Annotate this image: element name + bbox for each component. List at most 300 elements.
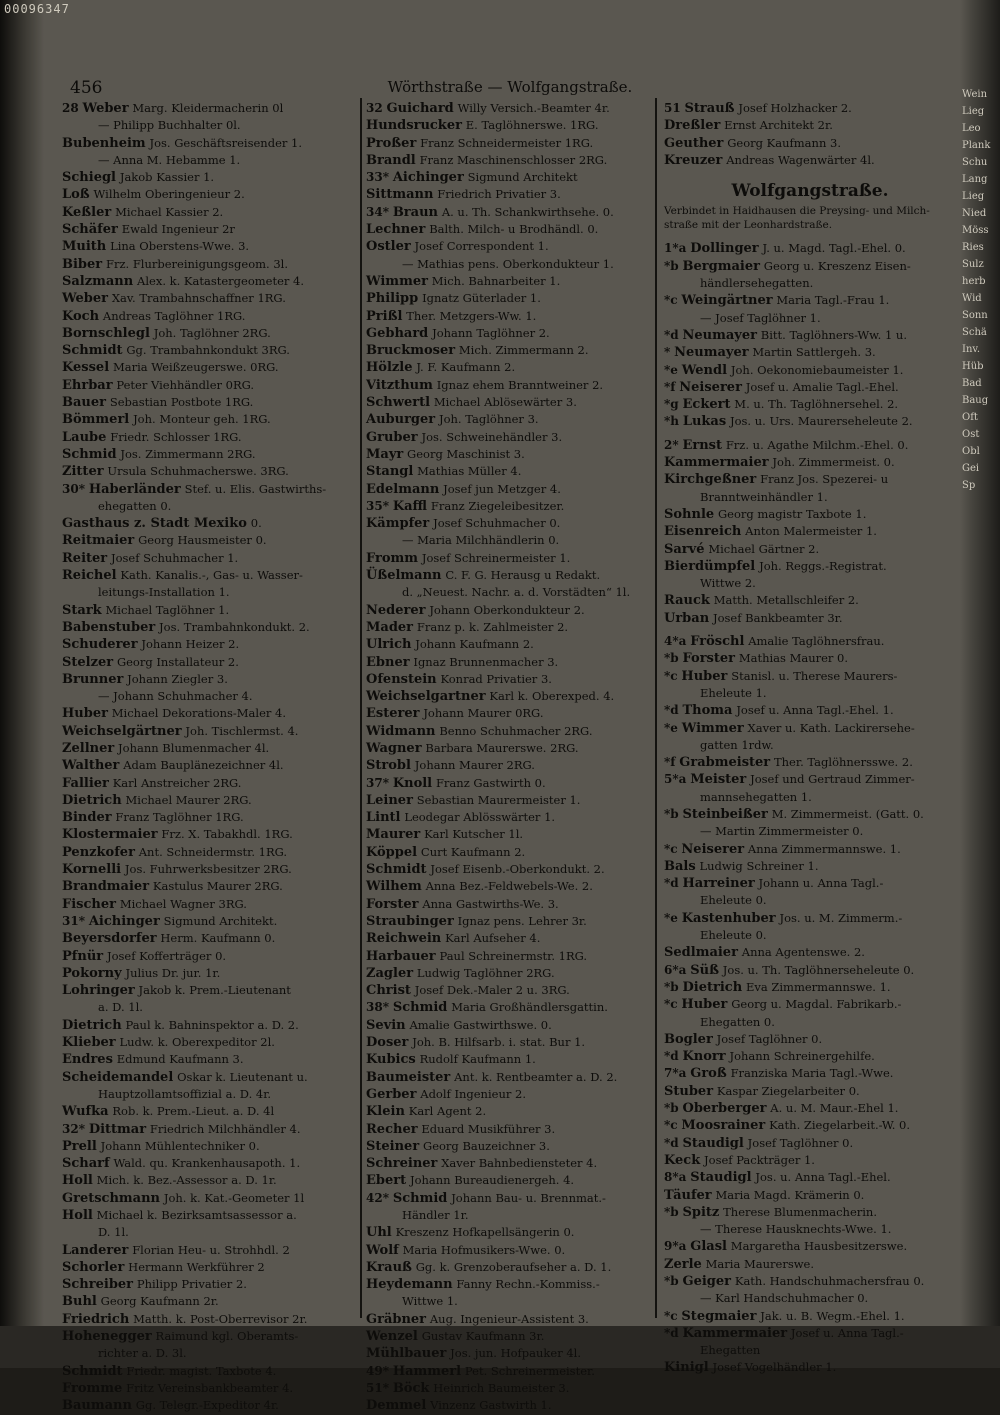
resident-name: Fischer — [62, 896, 116, 912]
resident-details: Händler 1r. — [402, 1208, 469, 1222]
directory-entry — [664, 506, 956, 523]
resident-details: Edmund Kaufmann 3. — [116, 1052, 244, 1067]
directory-entry — [62, 809, 362, 826]
directory-entry — [366, 169, 654, 186]
resident-name: Knorr — [682, 1049, 726, 1065]
directory-entry — [62, 446, 362, 463]
resident-details: Franziska Maria Tagl.-Wwe. — [730, 1066, 894, 1081]
margin-fragment: Hüb — [962, 361, 984, 372]
resident-details: Johann Bureaudienergeh. 4. — [409, 1173, 575, 1188]
resident-details: Joh. k. Kat.-Geometer 1l — [163, 1190, 305, 1205]
house-number: 42* — [366, 1190, 389, 1205]
resident-details: Ludwig Taglöhner 2RG. — [416, 965, 555, 980]
resident-name: Keck — [664, 1152, 701, 1168]
scan-id-stamp: 00096347 — [4, 2, 70, 16]
margin-fragment: Nied — [962, 208, 987, 219]
house-number: *d — [664, 327, 679, 342]
resident-details: Gustav Kaufmann 3r. — [421, 1329, 545, 1344]
directory-entry — [62, 1363, 362, 1380]
resident-details: Wittwe 2. — [700, 576, 756, 591]
directory-entry — [664, 944, 956, 961]
directory-entry — [62, 532, 362, 549]
resident-details: Kaspar Ziegelarbeiter 0. — [716, 1083, 860, 1098]
resident-details: Adam Bauplänezeichner 4l. — [123, 758, 284, 773]
house-number: *f — [664, 379, 676, 394]
resident-name: Muith — [62, 239, 107, 255]
resident-name: Staudigl — [690, 1170, 752, 1186]
directory-entry — [664, 1342, 956, 1359]
resident-name: Hammerl — [392, 1363, 462, 1379]
resident-name: Wendl — [681, 362, 728, 378]
directory-entry — [366, 446, 654, 463]
resident-details: Joh. Monteur geh. 1RG. — [133, 412, 271, 427]
directory-entry — [366, 498, 654, 515]
directory-entry — [366, 792, 654, 809]
resident-details: Matth. k. Post-Oberrevisor 2r. — [133, 1311, 308, 1326]
resident-name: Zagler — [366, 965, 414, 981]
directory-entry — [664, 1048, 956, 1065]
resident-details: Josef u. Anna Tagl.- — [790, 1325, 904, 1340]
directory-entry — [664, 362, 956, 379]
directory-entry — [366, 861, 654, 878]
resident-details: Mich. Zimmermann 2. — [458, 343, 589, 358]
house-number: *c — [664, 1308, 678, 1323]
resident-details: Ant. k. Rentbeamter a. D. 2. — [454, 1069, 618, 1084]
resident-name: Heydemann — [366, 1277, 453, 1293]
resident-details: Mathias Müller 4. — [417, 464, 522, 479]
resident-name: Harreiner — [682, 876, 755, 892]
column-rule — [655, 98, 657, 1318]
directory-entry — [664, 327, 956, 344]
directory-entry — [664, 1065, 956, 1082]
directory-entry — [366, 1207, 654, 1224]
directory-entry — [62, 394, 362, 411]
resident-details: — Therese Hausknechts-Wwe. 1. — [700, 1222, 892, 1237]
resident-details: Franz Schneidermeister 1RG. — [420, 135, 594, 150]
directory-entry — [664, 771, 956, 788]
resident-details: Gg. Trambahnkondukt 3RG. — [126, 343, 290, 358]
resident-name: Oberberger — [682, 1101, 767, 1117]
margin-fragment: Plank — [962, 140, 991, 151]
directory-entry — [366, 1138, 654, 1155]
resident-name: Gebhard — [366, 325, 429, 341]
directory-entry — [664, 396, 956, 413]
resident-details: — Johann Schuhmacher 4. — [98, 689, 253, 704]
resident-name: Bals — [664, 858, 696, 874]
directory-entry — [664, 558, 956, 575]
directory-entry — [62, 671, 362, 688]
directory-entry — [664, 789, 956, 806]
house-number: *d — [664, 876, 679, 891]
resident-name: Kämpfer — [366, 516, 430, 532]
directory-entry — [366, 152, 654, 169]
resident-details: E. Taglöhnerswe. 1RG. — [465, 118, 599, 133]
resident-details: Wittwe 1. — [402, 1294, 458, 1309]
directory-entry — [62, 688, 362, 705]
resident-name: Wagner — [366, 740, 422, 756]
resident-name: Grabmeister — [679, 755, 771, 771]
resident-name: Recher — [366, 1121, 418, 1137]
directory-entry — [366, 550, 654, 567]
resident-details: Georg Kaufmann 2r. — [100, 1294, 219, 1309]
directory-entry — [664, 1221, 956, 1238]
directory-entry — [62, 273, 362, 290]
resident-details: Amalie Taglöhnersfrau. — [748, 634, 885, 649]
house-number: 32 — [366, 101, 383, 115]
resident-name: Scharf — [62, 1156, 110, 1172]
resident-name: Forster — [366, 896, 419, 912]
directory-entry — [62, 498, 362, 515]
directory-entry — [664, 702, 956, 719]
directory-entry — [664, 1290, 956, 1307]
directory-entry — [664, 135, 956, 152]
directory-entry — [62, 152, 362, 169]
resident-name: Zitter — [62, 464, 104, 480]
resident-name: Sohnle — [664, 506, 715, 522]
resident-name: Wimmer — [366, 273, 428, 289]
house-number: *b — [664, 1204, 679, 1219]
house-number: *b — [664, 1101, 679, 1116]
resident-details: Josef Taglöhner 0. — [716, 1031, 823, 1046]
resident-name: Zerle — [664, 1256, 702, 1272]
directory-entry — [62, 290, 362, 307]
directory-entry — [62, 238, 362, 255]
resident-details: Jakob Kassier 1. — [119, 170, 215, 185]
resident-details: Ewald Ingenieur 2r — [121, 222, 235, 237]
resident-details: Oskar k. Lieutenant u. — [177, 1069, 308, 1084]
directory-entry — [664, 258, 956, 275]
house-number: *c — [664, 997, 678, 1012]
directory-entry — [664, 152, 956, 169]
resident-name: Dollinger — [690, 241, 759, 257]
house-number: 8*a — [664, 1170, 687, 1185]
resident-name: Ebner — [366, 654, 410, 670]
resident-details: Paul k. Bahninspektor a. D. 2. — [125, 1017, 299, 1032]
house-number: 49* — [366, 1363, 389, 1378]
directory-entry — [366, 1034, 654, 1051]
directory-entry — [62, 1224, 362, 1241]
resident-name: Walther — [62, 758, 120, 774]
book-gutter — [0, 0, 44, 1368]
resident-details: Kreszenz Hofkapellsängerin 0. — [395, 1225, 575, 1240]
resident-details: Johann Kaufmann 2. — [415, 637, 534, 652]
resident-details: A. u. Th. Schankwirthsehe. 0. — [441, 204, 614, 219]
directory-entry — [664, 413, 956, 430]
resident-name: Krauß — [366, 1259, 412, 1275]
resident-name: Fröschl — [690, 634, 745, 650]
resident-name: Proßer — [366, 135, 417, 151]
directory-entry — [664, 892, 956, 909]
resident-name: Scheidemandel — [62, 1069, 174, 1085]
resident-details: Karl Kutscher 1l. — [424, 827, 524, 842]
directory-entry — [62, 1103, 362, 1120]
resident-details: Maria Tagl.-Frau 1. — [776, 293, 890, 308]
resident-name: Sedlmaier — [664, 945, 738, 961]
resident-details: Maria Magd. Krämerin 0. — [715, 1187, 865, 1202]
resident-name: Pokorny — [62, 965, 122, 981]
resident-details: Johann Maurer 2RG. — [414, 758, 535, 773]
resident-details: Josef Taglöhner 0. — [747, 1135, 854, 1150]
directory-entry — [62, 1121, 362, 1138]
directory-entry — [664, 1308, 956, 1325]
resident-name: Weichselgartner — [366, 689, 486, 705]
resident-details: Branntweinhändler 1. — [700, 489, 828, 504]
directory-entry — [664, 454, 956, 471]
directory-entry — [664, 117, 956, 134]
resident-name: Weber — [82, 101, 129, 116]
resident-details: Josef u. Anna Tagl.-Ehel. 1. — [736, 703, 894, 718]
directory-entry — [664, 875, 956, 892]
house-number: 5*a — [664, 772, 687, 787]
resident-name: Babenstuber — [62, 619, 156, 635]
resident-name: Bierdümpfel — [664, 558, 756, 574]
house-number: *g — [664, 397, 679, 412]
directory-entry — [366, 1224, 654, 1241]
house-number: *d — [664, 703, 679, 718]
directory-entry — [366, 705, 654, 722]
directory-entry — [62, 948, 362, 965]
resident-details: Michael Gärtner 2. — [708, 541, 820, 556]
margin-fragment: Schu — [962, 157, 988, 168]
resident-details: Fanny Rechn.-Kommiss.- — [456, 1277, 600, 1292]
directory-entry — [366, 775, 654, 792]
resident-details: Frz. X. Tabakhdl. 1RG. — [161, 827, 293, 842]
resident-name: Spitz — [682, 1204, 720, 1220]
resident-name: Stegmaier — [681, 1308, 757, 1324]
directory-entry — [62, 723, 362, 740]
directory-entry — [366, 1311, 654, 1328]
house-number: *e — [664, 362, 678, 377]
house-number: *d — [664, 1135, 679, 1150]
resident-name: Straubinger — [366, 913, 454, 929]
resident-details: Joh. B. Hilfsarb. i. stat. Bur 1. — [412, 1035, 586, 1050]
resident-name: Maurer — [366, 827, 421, 843]
resident-details: Josef jun Metzger 4. — [443, 481, 561, 496]
directory-entry — [366, 567, 654, 584]
resident-name: Hundsrucker — [366, 118, 462, 134]
resident-name: Aichinger — [392, 170, 464, 186]
resident-details: Frz. Flurbereinigungsgeom. 3l. — [105, 256, 289, 271]
resident-details: Anna Agentenswe. 2. — [741, 945, 865, 960]
resident-details: Marg. Kleidermacherin 0l — [132, 101, 284, 115]
resident-name: Schmidt — [62, 343, 123, 359]
directory-entry — [366, 411, 654, 428]
resident-details: Johann Taglöhner 2. — [432, 325, 550, 340]
directory-entry — [366, 1017, 654, 1034]
margin-fragment: Oft — [962, 412, 978, 423]
resident-details: Georg Maschinist 3. — [407, 446, 525, 461]
resident-name: Gerber — [366, 1086, 417, 1102]
directory-entry — [62, 567, 362, 584]
directory-entry — [62, 1155, 362, 1172]
resident-name: Strauß — [684, 101, 735, 116]
resident-name: Nederer — [366, 602, 426, 618]
resident-details: Ther. Metzgers-Ww. 1. — [406, 308, 537, 323]
resident-details: Michael Kassier 2. — [115, 204, 224, 219]
resident-details: Georg Bauzeichner 3. — [423, 1138, 550, 1153]
resident-details: Josef Holzhacker 2. — [738, 101, 852, 115]
resident-name: Gräbner — [366, 1311, 427, 1327]
resident-name: Rauck — [664, 593, 710, 609]
resident-details: Franz Maschinenschlosser 2RG. — [419, 152, 608, 167]
resident-details: Anna Gastwirths-We. 3. — [422, 896, 559, 911]
resident-name: Bornschlegl — [62, 325, 150, 341]
directory-entry — [366, 809, 654, 826]
directory-entry — [366, 636, 654, 653]
directory-entry — [366, 238, 654, 255]
margin-fragment: Bad — [962, 378, 982, 389]
resident-name: Holl — [62, 1173, 93, 1189]
directory-entry — [366, 359, 654, 376]
margin-fragment: Wein — [962, 89, 988, 100]
resident-details: Josef und Gertraud Zimmer- — [750, 772, 915, 787]
resident-name: Kirchgeßner — [664, 472, 757, 488]
resident-details: leitungs-Installation 1. — [98, 585, 230, 600]
directory-entry — [366, 429, 654, 446]
house-number: 9*a — [664, 1239, 687, 1254]
resident-details: Karl Anstreicher 2RG. — [112, 775, 242, 790]
resident-details: Balth. Milch- u Brodhändl. 0. — [429, 222, 599, 237]
house-number: 28 — [62, 101, 79, 115]
resident-name: Holl — [62, 1208, 93, 1223]
margin-fragment: Obl — [962, 446, 980, 457]
directory-entry — [366, 463, 654, 480]
margin-fragment: Leo — [962, 123, 981, 134]
resident-name: Steinbeißer — [682, 806, 768, 822]
resident-details: Josef Kofferträger 0. — [106, 948, 227, 963]
directory-entry — [366, 342, 654, 359]
house-number: * — [664, 345, 671, 360]
resident-name: Kubics — [366, 1052, 416, 1068]
resident-details: Karl Agent 2. — [408, 1104, 487, 1119]
resident-details: Jos. u. Th. Taglöhnerseheleute 0. — [722, 962, 915, 977]
margin-fragment: Sp — [962, 480, 976, 491]
resident-name: Bergmaier — [682, 258, 760, 274]
resident-details: Maria Großhändlersgattin. — [451, 1000, 608, 1015]
resident-details: Jos. Zimmermann 2RG. — [120, 446, 256, 461]
margin-fragment: Möss — [962, 225, 989, 236]
directory-entry — [664, 1031, 956, 1048]
directory-entry — [62, 169, 362, 186]
directory-entry — [366, 965, 654, 982]
resident-details: Ignaz Brunnenmacher 3. — [413, 654, 559, 669]
resident-name: Thoma — [682, 703, 733, 719]
resident-name: Lintl — [366, 810, 401, 826]
directory-entry — [366, 1172, 654, 1189]
resident-name: Friedrich — [62, 1311, 130, 1327]
resident-details: Georg Hausmeister 0. — [138, 533, 267, 548]
resident-name: Ostler — [366, 239, 411, 255]
resident-details: Paul Schreinermstr. 1RG. — [439, 948, 588, 963]
resident-details: 0. — [250, 516, 262, 531]
directory-entry — [62, 740, 362, 757]
directory-entry — [366, 117, 654, 134]
resident-name: Gretschmann — [62, 1190, 160, 1206]
directory-entry — [62, 1345, 362, 1362]
directory-entry — [366, 481, 654, 498]
directory-entry — [366, 1242, 654, 1259]
directory-entry — [62, 515, 362, 532]
resident-details: Philipp Privatier 2. — [136, 1277, 247, 1292]
resident-name: Kinigl — [664, 1360, 709, 1376]
directory-entry — [366, 1293, 654, 1310]
resident-details: Julius Dr. jur. 1r. — [125, 965, 221, 980]
directory-entry — [62, 1034, 362, 1051]
house-number: *d — [664, 1049, 679, 1064]
resident-details: Maria Maurerswe. — [705, 1256, 815, 1271]
house-number: 38* — [366, 1000, 389, 1015]
resident-details: Ehegatten 0. — [700, 1014, 775, 1029]
resident-name: Weingärtner — [681, 293, 773, 309]
resident-name: Ulrich — [366, 637, 412, 653]
directory-entry — [366, 394, 654, 411]
house-number: *c — [664, 293, 678, 308]
directory-entry — [62, 1328, 362, 1345]
resident-details: Xaver u. Kath. Lackirersehe- — [747, 720, 915, 735]
resident-name: Reichwein — [366, 931, 442, 947]
directory-entry — [664, 1204, 956, 1221]
column-right — [664, 100, 956, 1377]
directory-entry — [664, 1135, 956, 1152]
resident-name: Pfnür — [62, 948, 104, 964]
resident-name: Huber — [62, 706, 108, 722]
resident-name: Leiner — [366, 792, 413, 808]
resident-name: Huber — [681, 997, 728, 1013]
house-number: 33* — [366, 170, 389, 185]
directory-entry — [366, 1276, 654, 1293]
directory-entry — [664, 650, 956, 667]
directory-entry — [62, 429, 362, 446]
resident-name: Wolf — [366, 1242, 399, 1258]
directory-entry — [664, 541, 956, 558]
resident-details: Josef Bankbeamter 3r. — [712, 610, 843, 625]
directory-entry — [62, 377, 362, 394]
resident-name: Kornelli — [62, 862, 122, 878]
resident-details: Stanisl. u. Therese Maurers- — [731, 668, 898, 683]
resident-details: Kath. Handschuhmachersfrau 0. — [734, 1274, 925, 1288]
directory-entry — [62, 463, 362, 480]
resident-details: Therese Blumenmacherin. — [723, 1204, 877, 1219]
resident-details: Michael Wagner 3RG. — [119, 896, 247, 911]
directory-entry — [366, 1345, 654, 1362]
directory-entry — [366, 913, 654, 930]
directory-entry — [62, 186, 362, 203]
resident-name: Wufka — [62, 1104, 109, 1120]
column-left — [62, 100, 362, 1415]
resident-details: A. u. M. Maur.-Ehel 1. — [770, 1101, 899, 1116]
directory-entry — [664, 100, 956, 117]
resident-name: Dittmar — [88, 1121, 147, 1137]
resident-details: Barbara Maurerswe. 2RG. — [425, 740, 579, 755]
resident-details: Friedrich Privatier 3. — [437, 187, 561, 202]
resident-details: Josef u. Amalie Tagl.-Ehel. — [745, 379, 899, 394]
directory-entry — [62, 308, 362, 325]
directory-entry — [366, 1051, 654, 1068]
resident-details: Johann u. Anna Tagl.- — [758, 876, 884, 891]
directory-entry — [62, 256, 362, 273]
resident-details: Kath. Kanalis.-, Gas- u. Wasser- — [120, 568, 303, 583]
directory-entry — [366, 1397, 654, 1414]
resident-details: Jos. jun. Hofpauker 4l. — [450, 1346, 582, 1361]
resident-name: Fromm — [366, 550, 419, 566]
directory-entry — [664, 668, 956, 685]
margin-fragment: Sonn — [962, 310, 988, 321]
directory-entry — [366, 602, 654, 619]
resident-details: Ludwig Schreiner 1. — [699, 858, 819, 873]
street-note: Verbindet in Haidhausen die Preysing- und Milch-straße mit der Leonhardstraße. — [664, 205, 930, 232]
directory-entry — [62, 221, 362, 238]
resident-name: Lukas — [682, 414, 727, 430]
